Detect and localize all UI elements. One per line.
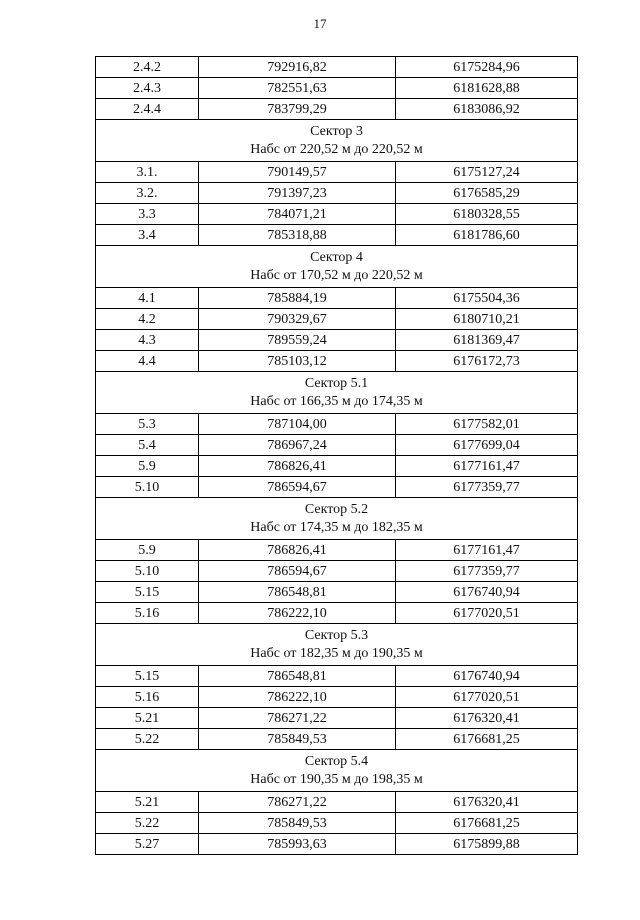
table-row (96, 813, 578, 834)
x-coordinate-cell: 785849,53 (199, 729, 396, 750)
point-id-cell: 4.1 (96, 288, 199, 309)
table-row (96, 834, 578, 855)
x-coordinate-cell: 784071,21 (199, 204, 396, 225)
x-coordinate-cell: 786548,81 (199, 666, 396, 687)
sector-header-row (96, 624, 578, 666)
y-coordinate-cell: 6181628,88 (396, 78, 578, 99)
sector-header-row (96, 498, 578, 540)
point-id-cell: 5.22 (96, 729, 199, 750)
y-coordinate-cell: 6176681,25 (396, 729, 578, 750)
y-coordinate-cell: 6181786,60 (396, 225, 578, 246)
y-coordinate-cell: 6175899,88 (396, 834, 578, 855)
table-row (96, 309, 578, 330)
sector-title: Сектор 5.1 (304, 375, 369, 391)
y-coordinate-cell: 6177699,04 (396, 435, 578, 456)
point-id-cell: 5.10 (96, 561, 199, 582)
sector-title: Сектор 5.3 (304, 627, 369, 643)
table-row (96, 666, 578, 687)
x-coordinate-cell: 786222,10 (199, 687, 396, 708)
x-coordinate-cell: 790149,57 (199, 162, 396, 183)
x-coordinate-cell: 786594,67 (199, 561, 396, 582)
point-id-cell: 4.3 (96, 330, 199, 351)
x-coordinate-cell: 785103,12 (199, 351, 396, 372)
table-row (96, 540, 578, 561)
y-coordinate-cell: 6177161,47 (396, 540, 578, 561)
x-coordinate-cell: 786271,22 (199, 708, 396, 729)
point-id-cell: 5.4 (96, 435, 199, 456)
x-coordinate-cell: 785318,88 (199, 225, 396, 246)
y-coordinate-cell: 6177359,77 (396, 477, 578, 498)
point-id-cell: 5.3 (96, 414, 199, 435)
y-coordinate-cell: 6175504,36 (396, 288, 578, 309)
x-coordinate-cell: 786222,10 (199, 603, 396, 624)
point-id-cell: 4.4 (96, 351, 199, 372)
x-coordinate-cell: 785884,19 (199, 288, 396, 309)
y-coordinate-cell: 6176320,41 (396, 792, 578, 813)
y-coordinate-cell: 6177161,47 (396, 456, 578, 477)
y-coordinate-cell: 6176172,73 (396, 351, 578, 372)
sector-height-range: Набс от 182,35 м до 190,35 м (250, 645, 423, 661)
x-coordinate-cell: 791397,23 (199, 183, 396, 204)
y-coordinate-cell: 6183086,92 (396, 99, 578, 120)
sector-header-row (96, 120, 578, 162)
table-row (96, 183, 578, 204)
x-coordinate-cell: 786594,67 (199, 477, 396, 498)
table-row (96, 435, 578, 456)
y-coordinate-cell: 6181369,47 (396, 330, 578, 351)
sector-height-range: Набс от 166,35 м до 174,35 м (250, 393, 423, 409)
point-id-cell: 3.2. (96, 183, 199, 204)
point-id-cell: 5.9 (96, 540, 199, 561)
y-coordinate-cell: 6176681,25 (396, 813, 578, 834)
point-id-cell: 5.27 (96, 834, 199, 855)
x-coordinate-cell: 789559,24 (199, 330, 396, 351)
x-coordinate-cell: 785993,63 (199, 834, 396, 855)
sector-height-range: Набс от 174,35 м до 182,35 м (250, 519, 423, 535)
table-row (96, 162, 578, 183)
point-id-cell: 5.22 (96, 813, 199, 834)
table-row (96, 99, 578, 120)
table-row (96, 57, 578, 78)
x-coordinate-cell: 786967,24 (199, 435, 396, 456)
table-row (96, 687, 578, 708)
table-row (96, 561, 578, 582)
x-coordinate-cell: 782551,63 (199, 78, 396, 99)
y-coordinate-cell: 6176585,29 (396, 183, 578, 204)
sector-height-range: Набс от 190,35 м до 198,35 м (250, 771, 423, 787)
table-row (96, 708, 578, 729)
table-row (96, 792, 578, 813)
table-row (96, 603, 578, 624)
x-coordinate-cell: 786271,22 (199, 792, 396, 813)
x-coordinate-cell: 786548,81 (199, 582, 396, 603)
point-id-cell: 5.21 (96, 792, 199, 813)
sector-header-row (96, 246, 578, 288)
point-id-cell: 3.4 (96, 225, 199, 246)
sector-header-row (96, 750, 578, 792)
table-row (96, 351, 578, 372)
sector-header-cell (96, 246, 578, 288)
table-row (96, 330, 578, 351)
point-id-cell: 2.4.4 (96, 99, 199, 120)
point-id-cell: 4.2 (96, 309, 199, 330)
table-row (96, 729, 578, 750)
sector-title: Сектор 5.4 (304, 753, 369, 769)
point-id-cell: 2.4.2 (96, 57, 199, 78)
sector-height-range: Набс от 170,52 м до 220,52 м (250, 267, 423, 283)
sector-header-cell (96, 372, 578, 414)
y-coordinate-cell: 6175127,24 (396, 162, 578, 183)
x-coordinate-cell: 787104,00 (199, 414, 396, 435)
y-coordinate-cell: 6176740,94 (396, 666, 578, 687)
sector-header-cell (96, 498, 578, 540)
y-coordinate-cell: 6177582,01 (396, 414, 578, 435)
point-id-cell: 5.10 (96, 477, 199, 498)
table-row (96, 477, 578, 498)
y-coordinate-cell: 6180710,21 (396, 309, 578, 330)
y-coordinate-cell: 6175284,96 (396, 57, 578, 78)
sector-header-cell (96, 750, 578, 792)
table-row (96, 582, 578, 603)
point-id-cell: 5.16 (96, 687, 199, 708)
sector-header-cell (96, 624, 578, 666)
point-id-cell: 5.15 (96, 582, 199, 603)
y-coordinate-cell: 6176740,94 (396, 582, 578, 603)
point-id-cell: 5.15 (96, 666, 199, 687)
table-row (96, 288, 578, 309)
page-number: 17 (313, 16, 327, 31)
sector-header-cell (96, 120, 578, 162)
coordinates-table (95, 56, 578, 855)
table-row (96, 78, 578, 99)
x-coordinate-cell: 785849,53 (199, 813, 396, 834)
y-coordinate-cell: 6177359,77 (396, 561, 578, 582)
table-row (96, 456, 578, 477)
table-row (96, 225, 578, 246)
point-id-cell: 3.1. (96, 162, 199, 183)
point-id-cell: 5.21 (96, 708, 199, 729)
x-coordinate-cell: 783799,29 (199, 99, 396, 120)
point-id-cell: 2.4.3 (96, 78, 199, 99)
sector-height-range: Набс от 220,52 м до 220,52 м (250, 141, 423, 157)
x-coordinate-cell: 786826,41 (199, 456, 396, 477)
table-row (96, 204, 578, 225)
table-row (96, 414, 578, 435)
point-id-cell: 5.9 (96, 456, 199, 477)
x-coordinate-cell: 792916,82 (199, 57, 396, 78)
point-id-cell: 5.16 (96, 603, 199, 624)
y-coordinate-cell: 6176320,41 (396, 708, 578, 729)
x-coordinate-cell: 786826,41 (199, 540, 396, 561)
sector-title: Сектор 4 (310, 249, 363, 265)
coordinates-table-body (96, 57, 578, 855)
y-coordinate-cell: 6177020,51 (396, 687, 578, 708)
point-id-cell: 3.3 (96, 204, 199, 225)
y-coordinate-cell: 6180328,55 (396, 204, 578, 225)
sector-header-row (96, 372, 578, 414)
sector-title: Сектор 5.2 (304, 501, 369, 517)
x-coordinate-cell: 790329,67 (199, 309, 396, 330)
sector-title: Сектор 3 (310, 123, 363, 139)
y-coordinate-cell: 6177020,51 (396, 603, 578, 624)
